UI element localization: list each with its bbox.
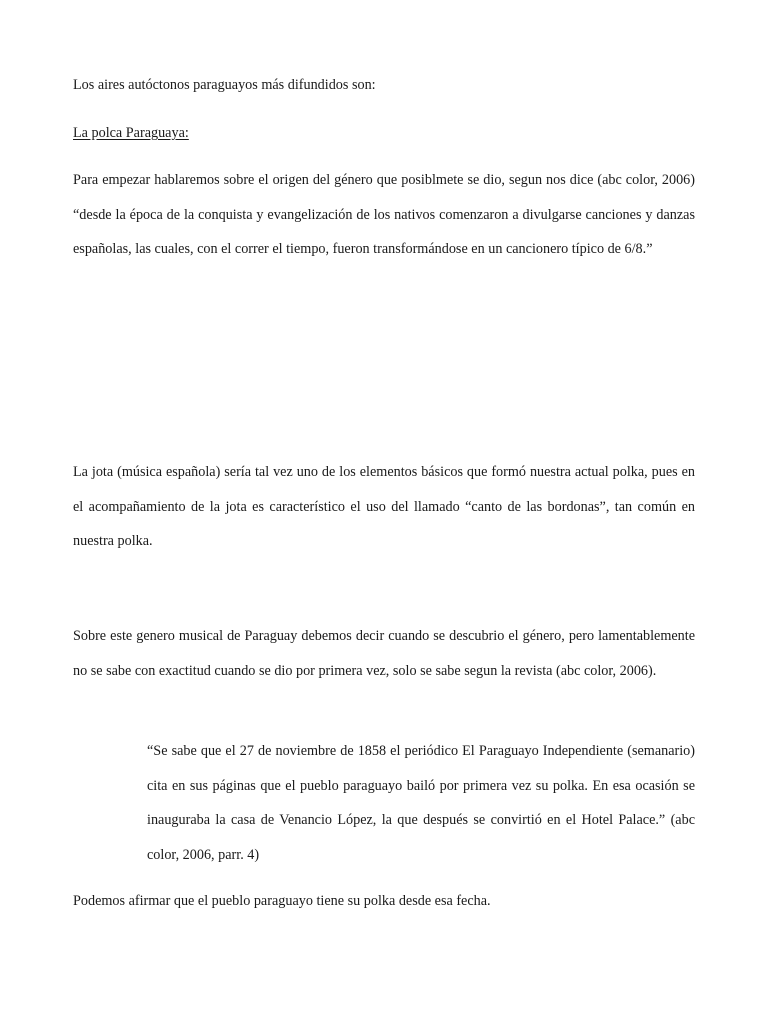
block-quote: “Se sabe que el 27 de noviembre de 1858 el periódico El Paraguayo Independiente (semanario) cita en sus páginas que el pueblo paraguayo bailó por primera vez su polka. En esa ocasión se inauguraba la casa de Venancio López, la que después se convirtió en el Hotel Palace.” (abc color, 2006, parr. 4)	[147, 743, 695, 863]
paragraph-jota: La jota (música española) sería tal vez uno de los elementos básicos que formó nuestra actual polka, pues en el acompañamiento de la jota es característico el uso del llamado “canto de las bordonas”, tan común en nuestra polka.	[73, 464, 695, 549]
section-heading: La polca Paraguaya:	[73, 125, 189, 141]
intro-line: Los aires autóctonos paraguayos más difundidos son:	[73, 77, 376, 93]
paragraph-discovery: Sobre este genero musical de Paraguay debemos decir cuando se descubrio el género, pero lamentablemente no se sabe con exactitud cuando se dio por primera vez, solo se sabe segun la revista (abc color, 2006).	[73, 628, 695, 679]
paragraph-origin: Para empezar hablaremos sobre el origen del género que posiblmete se dio, segun nos dice (abc color, 2006) “desde la época de la conquista y evangelización de los nativos comenzaron a divulgarse canciones y danzas españolas, las cuales, con el correr el tiempo, fueron transformándose en un cancionero típico de 6/8.”	[73, 172, 695, 257]
closing-line: Podemos afirmar que el pueblo paraguayo tiene su polka desde esa fecha.	[73, 893, 491, 909]
